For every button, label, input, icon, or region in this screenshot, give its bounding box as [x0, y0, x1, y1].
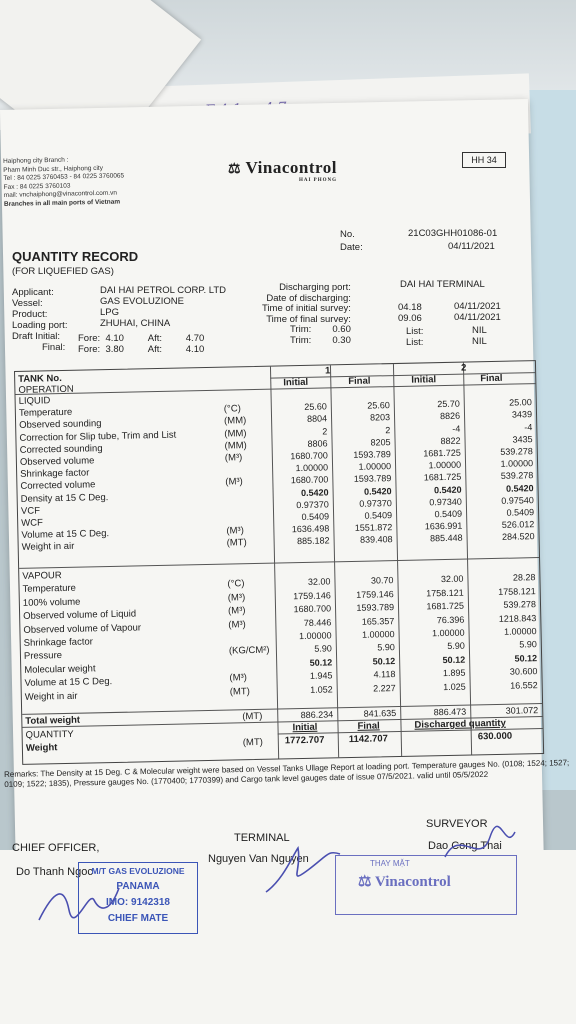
surveyor-title: SURVEYOR — [426, 818, 488, 830]
unit: (MT) — [229, 685, 250, 698]
page-subtitle: (FOR LIQUEFIED GAS) — [12, 266, 114, 277]
table-row-label: Shrinkage factor — [20, 467, 90, 481]
table-cell: 50.12 — [442, 654, 466, 665]
table-cell: 8826 — [439, 411, 461, 422]
table-cell: 1593.789 — [353, 449, 391, 460]
table-cell: 8822 — [440, 435, 461, 446]
qty-discharged: 630.000 — [477, 730, 513, 743]
no-value: 21C03GHH01086-01 — [408, 228, 498, 239]
unit: (M³) — [225, 476, 243, 488]
table-cell: 2 — [322, 426, 328, 437]
unit: (M³) — [227, 605, 246, 617]
table-cell: 0.97370 — [296, 499, 329, 510]
table-row-label: Volume at 15 C Deg. — [24, 676, 113, 690]
table-cell: 885.182 — [296, 535, 330, 547]
loading-port: ZHUHAI, CHINA — [100, 318, 171, 329]
stamp-logo-icon: ⚖ — [358, 874, 372, 890]
total-cell: 841.635 — [363, 708, 397, 719]
table-cell: 0.5409 — [364, 510, 393, 521]
discharging-port: DAI HAI TERMINAL — [400, 279, 485, 290]
officer-name: Do Thanh Ngoc — [16, 866, 93, 878]
table-cell: 2.227 — [373, 682, 396, 694]
table-cell: 1.945 — [309, 670, 333, 682]
table-cell: 539.278 — [500, 470, 534, 482]
table-cell: 1.00000 — [295, 462, 329, 474]
unit: (M³) — [227, 592, 246, 604]
table-cell: 5.90 — [519, 639, 537, 650]
terminal-signature — [258, 840, 348, 900]
table-cell: 1.00000 — [361, 629, 395, 640]
table-row-label: Corrected volume — [20, 479, 96, 493]
table-cell: 0.5409 — [301, 511, 330, 523]
draft-block: Fore: 4.10 Aft: 4.70 Fore: 3.80 Aft: 4.10 — [78, 333, 205, 355]
table-row-label: Temperature — [18, 406, 73, 420]
surveyor-stamp: THAY MẶT ⚖ Vinacontrol — [335, 855, 517, 915]
table-row-label: Observed volume of Liquid — [23, 608, 137, 623]
table-cell: 1.00000 — [431, 627, 465, 639]
info-right-labels: Discharging port: Date of discharging: Time of initial survey: Time of final survey: Trim: 0.60 Trim: 0.30 — [262, 282, 351, 346]
table-cell: 0.97340 — [429, 496, 462, 508]
table-row-label: Weight in air — [24, 690, 78, 703]
table-row-label: Observed volume of Vapour — [23, 622, 142, 636]
table-cell: 539.278 — [503, 599, 537, 610]
branch-address: Haiphong city Branch : Pham Minh Duc str., Haiphong city Tel : 84 0225 3760453 - 84 0225 3760065 Fax : 84 0225 3760103 mail: vnchaiphong@vinacontrol.com.vn Branches in all main ports of Vietnam — [3, 156, 125, 208]
table-cell: 3439 — [511, 409, 533, 420]
ship-stamp: M/T GAS EVOLUZIONE PANAMA IMO: 9142318 CHIEF MATE — [78, 862, 198, 934]
table-cell: 1758.121 — [498, 585, 536, 597]
table-cell: 5.90 — [314, 643, 332, 655]
table-cell: 1.895 — [442, 667, 466, 679]
table-cell: 5.90 — [377, 642, 395, 653]
table-cell: 1.052 — [310, 683, 333, 695]
table-cell: 1758.121 — [426, 587, 464, 599]
qty-final: 1142.707 — [348, 733, 389, 746]
info-left-labels: Applicant: Vessel: Product: Loading port: Draft Initial: Final: — [12, 287, 68, 353]
table-cell: 1680.700 — [290, 450, 328, 462]
table-cell: 1680.700 — [293, 603, 332, 615]
table-cell: -4 — [452, 423, 461, 434]
table-cell: 30.70 — [370, 575, 394, 586]
table-cell: 539.278 — [500, 446, 533, 457]
table-row-label: Observed sounding — [19, 418, 102, 432]
table-cell: 0.5420 — [363, 485, 392, 497]
table-cell: 1680.700 — [290, 474, 329, 486]
table-cell: 1636.991 — [424, 520, 463, 532]
officer-signature — [34, 880, 124, 930]
unit: (M³) — [229, 672, 247, 684]
table-cell: 25.60 — [367, 400, 390, 411]
liquid-section: LIQUID Temperature Observed sounding Correction for Slip tube, Trim and List Corrected sounding Observed volume Shrinkage factor Corrected volume Density at 15 C Deg. VCF WCF Volume at 15 C Deg. Weight in air — [19, 393, 179, 555]
table-cell: 1551.872 — [354, 522, 393, 534]
table-cell: 16.552 — [510, 679, 538, 691]
product: LPG — [100, 307, 120, 318]
table-cell: 1.00000 — [358, 461, 392, 472]
table-cell: 0.5420 — [505, 482, 534, 494]
no-label: No. — [340, 229, 355, 240]
table-cell: 526.012 — [501, 519, 535, 531]
table-cell: 1218.843 — [498, 612, 537, 624]
unit: (°C) — [223, 403, 241, 415]
table-row-label: Temperature — [22, 583, 77, 596]
date-label: Date: — [340, 242, 363, 253]
table-cell: 1636.498 — [291, 523, 330, 535]
unit: (M³) — [226, 525, 244, 537]
surveyor-name: Dao Cong Thai — [428, 840, 502, 852]
company-logo: ⚖ Vinacontrol HAI PHONG — [228, 158, 337, 183]
table-row-label: WCF — [21, 517, 43, 529]
table-cell: 1.00000 — [503, 626, 537, 637]
table-cell: 284.520 — [501, 531, 535, 543]
unit: (°C) — [227, 578, 245, 590]
table-cell: 165.357 — [361, 615, 395, 627]
table-row-label: Volume at 15 C Deg. — [21, 528, 110, 542]
unit: (MM) — [224, 427, 247, 440]
table-cell: 885.448 — [429, 533, 463, 544]
table-cell: 4.118 — [373, 669, 396, 680]
unit: (M³) — [224, 452, 243, 464]
table-cell: 25.70 — [437, 398, 460, 410]
table-cell: 5.90 — [447, 641, 465, 652]
table-cell: 1681.725 — [423, 472, 462, 483]
table-cell: 1759.146 — [356, 588, 394, 600]
table-row-label: Correction for Slip tube, Trim and List — [19, 429, 177, 444]
unit: (MM) — [223, 415, 247, 428]
unit: (MT) — [226, 537, 247, 549]
table-cell: 25.00 — [509, 397, 532, 408]
table-cell: 0.5409 — [506, 507, 535, 518]
total-cell: 886.473 — [433, 706, 467, 718]
terminal-name: Nguyen Van Nguyen — [208, 853, 309, 865]
vapour-section: VAPOUR Temperature 100% volume Observed volume of Liquid Observed volume of Vapour Shrinkage factor Pressure Molecular weight Volume at 15 C Deg. Weight in air — [22, 570, 142, 703]
table-cell: 1593.789 — [353, 473, 392, 485]
table-cell: 78.446 — [303, 617, 332, 628]
surveyor-signature — [440, 822, 520, 872]
unit: (KG/CM²) — [228, 645, 270, 657]
table-cell: 8203 — [369, 412, 391, 423]
table-cell: 2 — [385, 424, 391, 435]
remarks: Remarks: The Density at 15 Deg. C & Molecular weight were based on Vessel Tanks Ullage Report at loading port. Temperature gauges No. (0108; 1524; 1527; 0109; 1522; 1835), Pressure gauges No. (1770400; 1770399) and Cargo tank level gauges date of issue 07/5/2021. valid until 05/5/2022 — [4, 758, 570, 789]
table-cell: 1.00000 — [500, 458, 534, 470]
table-cell: 1.025 — [443, 681, 466, 692]
page-title: QUANTITY RECORD — [12, 249, 139, 264]
table-row-label: Pressure — [23, 650, 63, 663]
table-cell: 50.12 — [372, 655, 396, 667]
applicant: DAI HAI PETROL CORP. LTD — [100, 285, 226, 296]
info-left-values — [100, 285, 226, 329]
table-row-label: 100% volume — [22, 596, 81, 609]
table-row-label: Molecular weight — [24, 663, 96, 676]
quantity-table: TANK No. OPERATION 1 2 Initial Final Initial Final LIQUID Temperature Observed sounding Correction for Slip tube, Trim and List Corrected sounding Observed volume Shrinkage factor Corrected volume Density at 15 C Deg. VCF WCF Volume at 15 C Deg. Weight in air VAPOUR Temperature 100% volume Observed volume of Liquid Observed volume of Vapour Shrinkage factor Pressure Molecular weight Volume at 15 C Deg. Weight in air Total weight (MT) QUANTITY Weight (MT) Initial Final Discharged quantity 1772.707 1142.707 630.000 (°C) 25.60 25.60 25.70 25.00 (MM) 8804 8203 8826 3439 (MM) 2 2 -4 -4 (MM) 8806 8205 8822 3435 (M³) 1680.700 1593.789 1681.725 539.278 1.00000 1.00000 1.00000 1.00000 (M³) 1680.700 1593.789 1681.725 539.278 0.5420 0.5420 0.5420 0.5420 0.97370 0.97370 0.97340 0.97540 0.5409 0.5409 0.5409 0.5409 (M³) 1636.498 1551.872 1636.991 526.012 (MT) 885.182 839.408 885.448 284.520 (°C) 32.00 30.70 32.00 28.28 (M³) 1759.146 1759.146 1758.121 1758.121 (M³) 1680.700 1593.789 1681.725 539.278 (M³) 78.446 165.357 76.396 1218.843 1.00000 1.00000 1.00000 1.00000 (KG/CM²) 5.90 5.90 5.90 5.90 50.12 50.12 50.12 50.12 (M³) 1.945 4.118 1.895 30.600 (MT) 1.052 2.227 1.025 16.552 886.234 841.635 886.473 301.072 — [14, 360, 544, 765]
vessel: GAS EVOLUZIONE — [100, 296, 184, 307]
table-cell: 1593.789 — [356, 602, 395, 614]
table-row-label: Shrinkage factor — [23, 636, 93, 649]
table-cell: -4 — [524, 421, 533, 432]
table-cell: 1.00000 — [428, 459, 462, 471]
table-cell: 32.00 — [440, 574, 464, 585]
date-value: 04/11/2021 — [448, 241, 495, 252]
table-cell: 50.12 — [309, 657, 333, 668]
officer-title: CHIEF OFFICER, — [12, 842, 100, 854]
table-cell: 0.5409 — [434, 508, 463, 520]
table-cell: 28.28 — [512, 572, 536, 583]
table-cell: 1759.146 — [293, 590, 331, 601]
table-row-label: Observed volume — [19, 455, 95, 468]
table-cell: 1681.725 — [423, 447, 461, 459]
table-cell: 1.00000 — [298, 630, 332, 642]
table-cell: 8205 — [370, 436, 391, 448]
table-row-label: Density at 15 C Deg. — [20, 491, 109, 505]
table-cell: 0.5420 — [433, 484, 462, 495]
table-row-label: VCF — [20, 505, 41, 517]
table-cell: 25.60 — [304, 401, 327, 413]
total-cell: 886.234 — [300, 709, 334, 721]
table-cell: 8806 — [307, 438, 328, 449]
table-cell: 0.97370 — [359, 497, 392, 509]
table-row-label: Weight in air — [21, 541, 75, 554]
table-cell: 76.396 — [436, 614, 465, 625]
table-row-label: Corrected sounding — [19, 442, 103, 456]
terminal-title: TERMINAL — [234, 832, 290, 844]
table-cell: 839.408 — [359, 534, 393, 546]
table-cell: 32.00 — [307, 576, 331, 588]
table-cell: 3435 — [512, 433, 533, 445]
table-cell: 1681.725 — [426, 600, 465, 612]
doc-code: HH 34 — [462, 152, 506, 168]
unit: (MM) — [224, 439, 247, 452]
table-cell: 50.12 — [514, 652, 538, 664]
total-cell: 301.072 — [505, 705, 539, 716]
table-cell: 8804 — [306, 413, 328, 425]
table-cell: 30.600 — [509, 666, 538, 677]
unit: (M³) — [228, 618, 246, 631]
qty-initial: 1772.707 — [284, 734, 325, 747]
logo-icon: ⚖ — [228, 162, 242, 177]
table-cell: 0.97540 — [501, 494, 534, 506]
table-cell: 0.5420 — [300, 487, 329, 498]
